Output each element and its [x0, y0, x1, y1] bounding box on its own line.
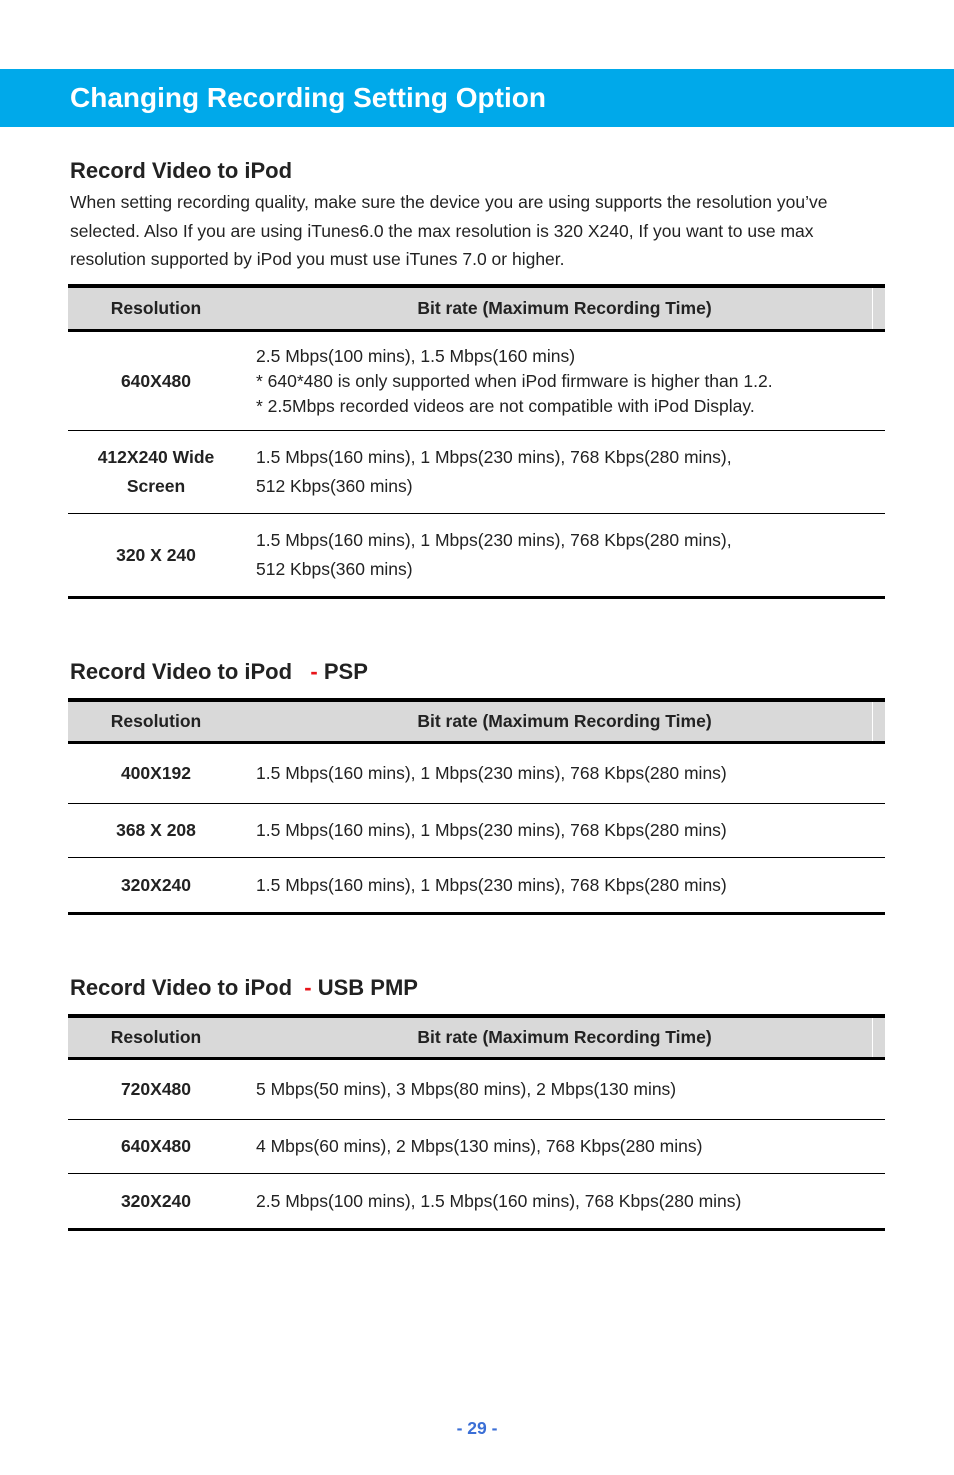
section-title-ipod: Record Video to iPod — [70, 158, 293, 183]
header-bitrate: Bit rate (Maximum Recording Time) — [417, 711, 712, 731]
header-bitrate: Bit rate (Maximum Recording Time) — [417, 1027, 712, 1047]
header-resolution: Resolution — [110, 298, 202, 318]
resolution-cell: 320 X 240 — [116, 544, 196, 565]
bitrate-line: 512 Kbps(360 mins) — [256, 559, 413, 579]
intro-paragraph: When setting recording quality, make sure the device you are using supports the resolution you’ve selected. Also If you are using iTunes6.0 the max resolution is 320 X240, If you want to use max resolution supported by iPod you must use iTunes 7.0 or higher. — [70, 192, 828, 269]
table-row — [68, 1060, 885, 1120]
bitrate-cell: 1.5 Mbps(160 mins), 1 Mbps(230 mins), 768 Kbps(280 mins) — [256, 820, 727, 840]
section-title-device: USB PMP — [317, 975, 418, 1000]
header-resolution: Resolution — [110, 711, 202, 731]
bitrate-cell: 5 Mbps(50 mins), 3 Mbps(80 mins), 2 Mbps(130 mins) — [256, 1079, 677, 1099]
note-line: * 2.5Mbps recorded videos are not compatible with iPod Display. — [256, 395, 755, 416]
resolution-cell: 320X240 — [120, 1190, 192, 1211]
table-header — [68, 284, 885, 332]
table-row — [68, 744, 885, 804]
ipod-table — [68, 284, 885, 599]
bitrate-line: 1.5 Mbps(160 mins), 1 Mbps(230 mins), 768 Kbps(280 mins), — [256, 447, 732, 467]
table-row — [68, 332, 885, 431]
table-row — [68, 514, 885, 599]
bitrate-line: 512 Kbps(360 mins) — [256, 476, 413, 496]
table-row — [68, 804, 885, 858]
section-title-device: PSP — [323, 659, 368, 684]
title-banner — [0, 69, 954, 127]
table-row — [68, 1120, 885, 1174]
resolution-cell: 640X480 — [120, 370, 192, 391]
resolution-cell: 720X480 — [120, 1079, 192, 1099]
header-bitrate: Bit rate (Maximum Recording Time) — [417, 298, 712, 318]
resolution-cell: 412X240 Wide Screen — [97, 447, 215, 496]
bitrate-cell: 2.5 Mbps(100 mins), 1.5 Mbps(160 mins), 768 Kbps(280 mins) — [256, 1190, 742, 1211]
bitrate-cell — [244, 344, 885, 419]
table-header — [68, 1014, 885, 1060]
page-number: - 29 - — [456, 1418, 498, 1438]
bitrate-line: 2.5 Mbps(100 mins), 1.5 Mbps(160 mins) — [256, 345, 576, 366]
bitrate-line: 1.5 Mbps(160 mins), 1 Mbps(230 mins), 768 Kbps(280 mins), — [256, 530, 732, 550]
resolution-cell: 400X192 — [120, 763, 192, 783]
bitrate-cell: 1.5 Mbps(160 mins), 1 Mbps(230 mins), 768 Kbps(280 mins) — [256, 763, 727, 783]
table-header — [68, 698, 885, 744]
usb-table — [68, 1014, 885, 1231]
section-title-main: Record Video to iPod — [70, 659, 293, 684]
resolution-cell: 368 X 208 — [116, 820, 196, 840]
psp-table — [68, 698, 885, 915]
bitrate-cell: 4 Mbps(60 mins), 2 Mbps(130 mins), 768 Kbps(280 mins) — [256, 1136, 703, 1156]
resolution-cell: 320X240 — [120, 874, 192, 895]
page-title: Changing Recording Setting Option — [70, 82, 546, 113]
note-line: * 640*480 is only supported when iPod firmware is higher than 1.2. — [256, 370, 773, 391]
section-title-usb — [70, 975, 418, 1001]
bitrate-cell — [244, 443, 885, 501]
resolution-cell: 640X480 — [120, 1136, 192, 1156]
header-resolution: Resolution — [110, 1027, 202, 1047]
table-row — [68, 1174, 885, 1231]
section-title-main: Record Video to iPod — [70, 975, 293, 1000]
bitrate-cell: 1.5 Mbps(160 mins), 1 Mbps(230 mins), 768 Kbps(280 mins) — [256, 874, 727, 895]
table-row — [68, 431, 885, 514]
title-dash: - — [304, 975, 312, 1000]
title-dash: - — [310, 659, 318, 684]
section-title-psp — [70, 659, 368, 685]
bitrate-cell — [244, 526, 885, 584]
table-row — [68, 858, 885, 915]
